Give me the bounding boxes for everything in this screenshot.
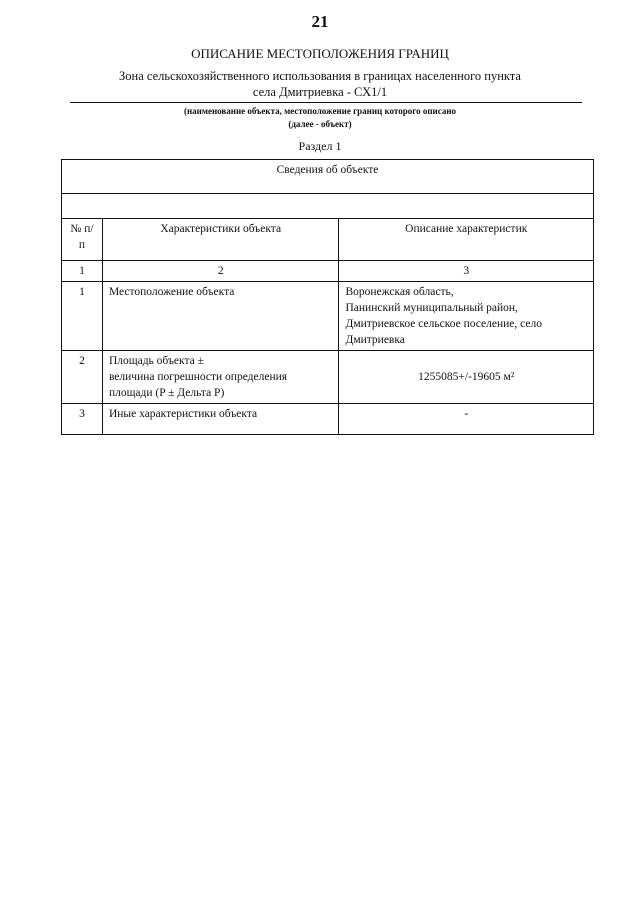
empty-cell: [62, 194, 594, 219]
header-num: № п/п: [62, 219, 103, 261]
page-number: 21: [311, 12, 329, 31]
description-line: Дмитриевское сельское поселение, село: [345, 318, 542, 330]
row-characteristic: Местоположение объекта: [102, 282, 339, 351]
column-number: 3: [339, 261, 594, 282]
table-title-row: [62, 160, 594, 194]
description-line: Панинский муниципальный район,: [345, 302, 518, 314]
object-info-table: [61, 159, 594, 435]
table-header-row: [62, 219, 594, 261]
row-num: 1: [62, 282, 103, 351]
description-line: Дмитриевка: [345, 334, 405, 346]
object-name: [100, 68, 540, 100]
row-num: 3: [62, 404, 103, 435]
table-title: Сведения об объекте: [62, 160, 594, 194]
table-empty-row: [62, 194, 594, 219]
row-characteristic: [102, 351, 339, 404]
object-name-line: Зона сельскохозяйственного использования в границах населенного пункта: [119, 69, 521, 83]
document-title: ОПИСАНИЕ МЕСТОПОЛОЖЕНИЯ ГРАНИЦ: [191, 46, 449, 61]
header-characteristic: Характеристики объекта: [102, 219, 339, 261]
caption-line: (далее - объект): [288, 119, 352, 129]
table-row: [62, 282, 594, 351]
caption-line: (наименование объекта, местоположение границ которого описано: [183, 106, 457, 116]
title-underline: [70, 102, 582, 103]
table-row: [62, 404, 594, 435]
table-row: [62, 351, 594, 404]
column-number-row: [62, 261, 594, 282]
row-num: 2: [62, 351, 103, 404]
object-name-line: села Дмитриевка - СХ1/1: [252, 85, 388, 99]
characteristic-line: Площадь объекта ±: [108, 355, 204, 367]
characteristic-line: величина погрешности определения: [108, 371, 288, 383]
column-number: 1: [62, 261, 103, 282]
characteristic-line: площади (P ± Дельта P): [108, 387, 225, 399]
description-line: Воронежская область,: [345, 286, 454, 298]
column-number: 2: [102, 261, 339, 282]
row-characteristic: Иные характеристики объекта: [102, 404, 339, 435]
row-description: 1255085+/-19605 м²: [339, 351, 594, 404]
header-description: Описание характеристик: [339, 219, 594, 261]
section-title: Раздел 1: [298, 139, 342, 153]
row-description: [339, 282, 594, 351]
object-caption: [0, 105, 640, 131]
row-description: -: [339, 404, 594, 435]
